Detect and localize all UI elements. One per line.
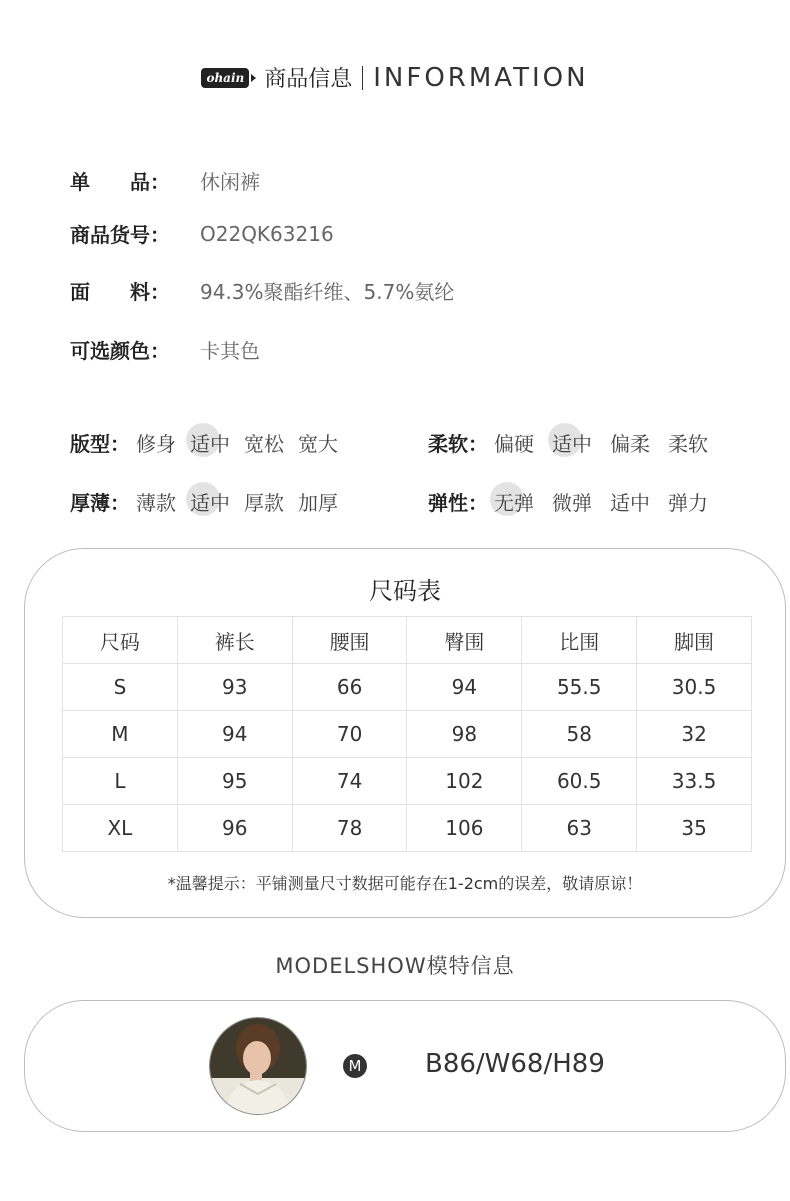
table-header-row	[63, 617, 752, 664]
table-cell: XL	[63, 805, 178, 852]
table-cell: 106	[407, 805, 522, 852]
table-cell: 74	[292, 758, 407, 805]
table-cell: 55.5	[522, 664, 637, 711]
attr-option: 加厚	[298, 491, 338, 515]
info-value: 94.3%聚酯纤维、5.7%氨纶	[200, 280, 455, 304]
model-size-badge: M	[343, 1054, 367, 1078]
table-header-cell: 比围	[522, 617, 637, 664]
table-cell: 30.5	[637, 664, 752, 711]
info-row-fabric	[70, 276, 454, 305]
table-row	[63, 758, 752, 805]
attr-elasticity	[428, 487, 708, 516]
table-cell: 102	[407, 758, 522, 805]
attr-option: 修身	[136, 432, 176, 456]
info-value: 卡其色	[200, 339, 260, 363]
info-label: 商品货号：	[70, 223, 170, 247]
attr-option: 宽大	[298, 432, 338, 456]
size-chart-card	[24, 548, 786, 918]
model-measurements: B86/W68/H89	[425, 1049, 605, 1079]
model-avatar	[209, 1017, 307, 1115]
table-header-cell: 尺码	[63, 617, 178, 664]
info-label: 面 料：	[70, 280, 170, 304]
table-cell: 33.5	[637, 758, 752, 805]
table-cell: 96	[177, 805, 292, 852]
table-cell: 94	[177, 711, 292, 758]
attr-option: 厚款	[244, 491, 284, 515]
table-cell: 95	[177, 758, 292, 805]
attr-option: 偏硬	[494, 432, 534, 456]
info-row-color	[70, 335, 260, 364]
table-row	[63, 664, 752, 711]
table-cell: S	[63, 664, 178, 711]
attr-option: 偏柔	[610, 432, 650, 456]
brand-logo: ohain	[201, 68, 249, 88]
attr-softness	[428, 428, 708, 457]
attr-option: 适中	[610, 491, 650, 515]
attr-label: 版型：	[70, 432, 130, 456]
table-cell: 63	[522, 805, 637, 852]
table-cell: 58	[522, 711, 637, 758]
size-chart-note: *温馨提示：平铺测量尺寸数据可能存在1-2cm的误差，敬请原谅！	[167, 874, 643, 893]
table-cell: 60.5	[522, 758, 637, 805]
section-title-en: INFORMATION	[373, 62, 589, 93]
attr-option-selected: 适中	[190, 428, 230, 457]
info-label: 可选颜色：	[70, 339, 170, 363]
title-divider	[362, 66, 363, 90]
size-table	[62, 616, 752, 852]
model-card	[24, 1000, 786, 1132]
table-header-cell: 腰围	[292, 617, 407, 664]
attr-thickness	[70, 487, 338, 516]
attr-option-selected: 适中	[190, 487, 230, 516]
section-title-cn: 商品信息	[264, 67, 353, 92]
attr-option: 薄款	[136, 491, 176, 515]
attr-option-selected: 无弹	[494, 487, 534, 516]
info-row-sku	[70, 219, 334, 248]
table-header-cell: 臀围	[407, 617, 522, 664]
table-cell: 32	[637, 711, 752, 758]
table-cell: 93	[177, 664, 292, 711]
table-row	[63, 711, 752, 758]
table-cell: 35	[637, 805, 752, 852]
table-cell: 94	[407, 664, 522, 711]
attr-label: 弹性：	[428, 491, 488, 515]
table-cell: 78	[292, 805, 407, 852]
table-cell: 70	[292, 711, 407, 758]
logo-arrow-icon	[251, 74, 256, 82]
table-cell: L	[63, 758, 178, 805]
table-header-cell: 裤长	[177, 617, 292, 664]
attr-label: 厚薄：	[70, 491, 130, 515]
size-chart-title: 尺码表	[369, 577, 441, 605]
model-section-title: MODELSHOW模特信息	[275, 954, 515, 978]
table-cell: 98	[407, 711, 522, 758]
section-header	[0, 62, 790, 93]
info-value: O22QK63216	[200, 221, 334, 246]
table-header-cell: 脚围	[637, 617, 752, 664]
attr-option: 微弹	[552, 491, 592, 515]
attr-option: 弹力	[668, 491, 708, 515]
attr-option: 宽松	[244, 432, 284, 456]
table-cell: 66	[292, 664, 407, 711]
table-cell: M	[63, 711, 178, 758]
attr-option-selected: 适中	[552, 428, 592, 457]
info-label: 单 品：	[70, 170, 170, 194]
info-value: 休闲裤	[200, 170, 260, 194]
info-row-item	[70, 166, 260, 195]
table-row	[63, 805, 752, 852]
attr-fit	[70, 428, 338, 457]
attr-option: 柔软	[668, 432, 708, 456]
attr-label: 柔软：	[428, 432, 488, 456]
